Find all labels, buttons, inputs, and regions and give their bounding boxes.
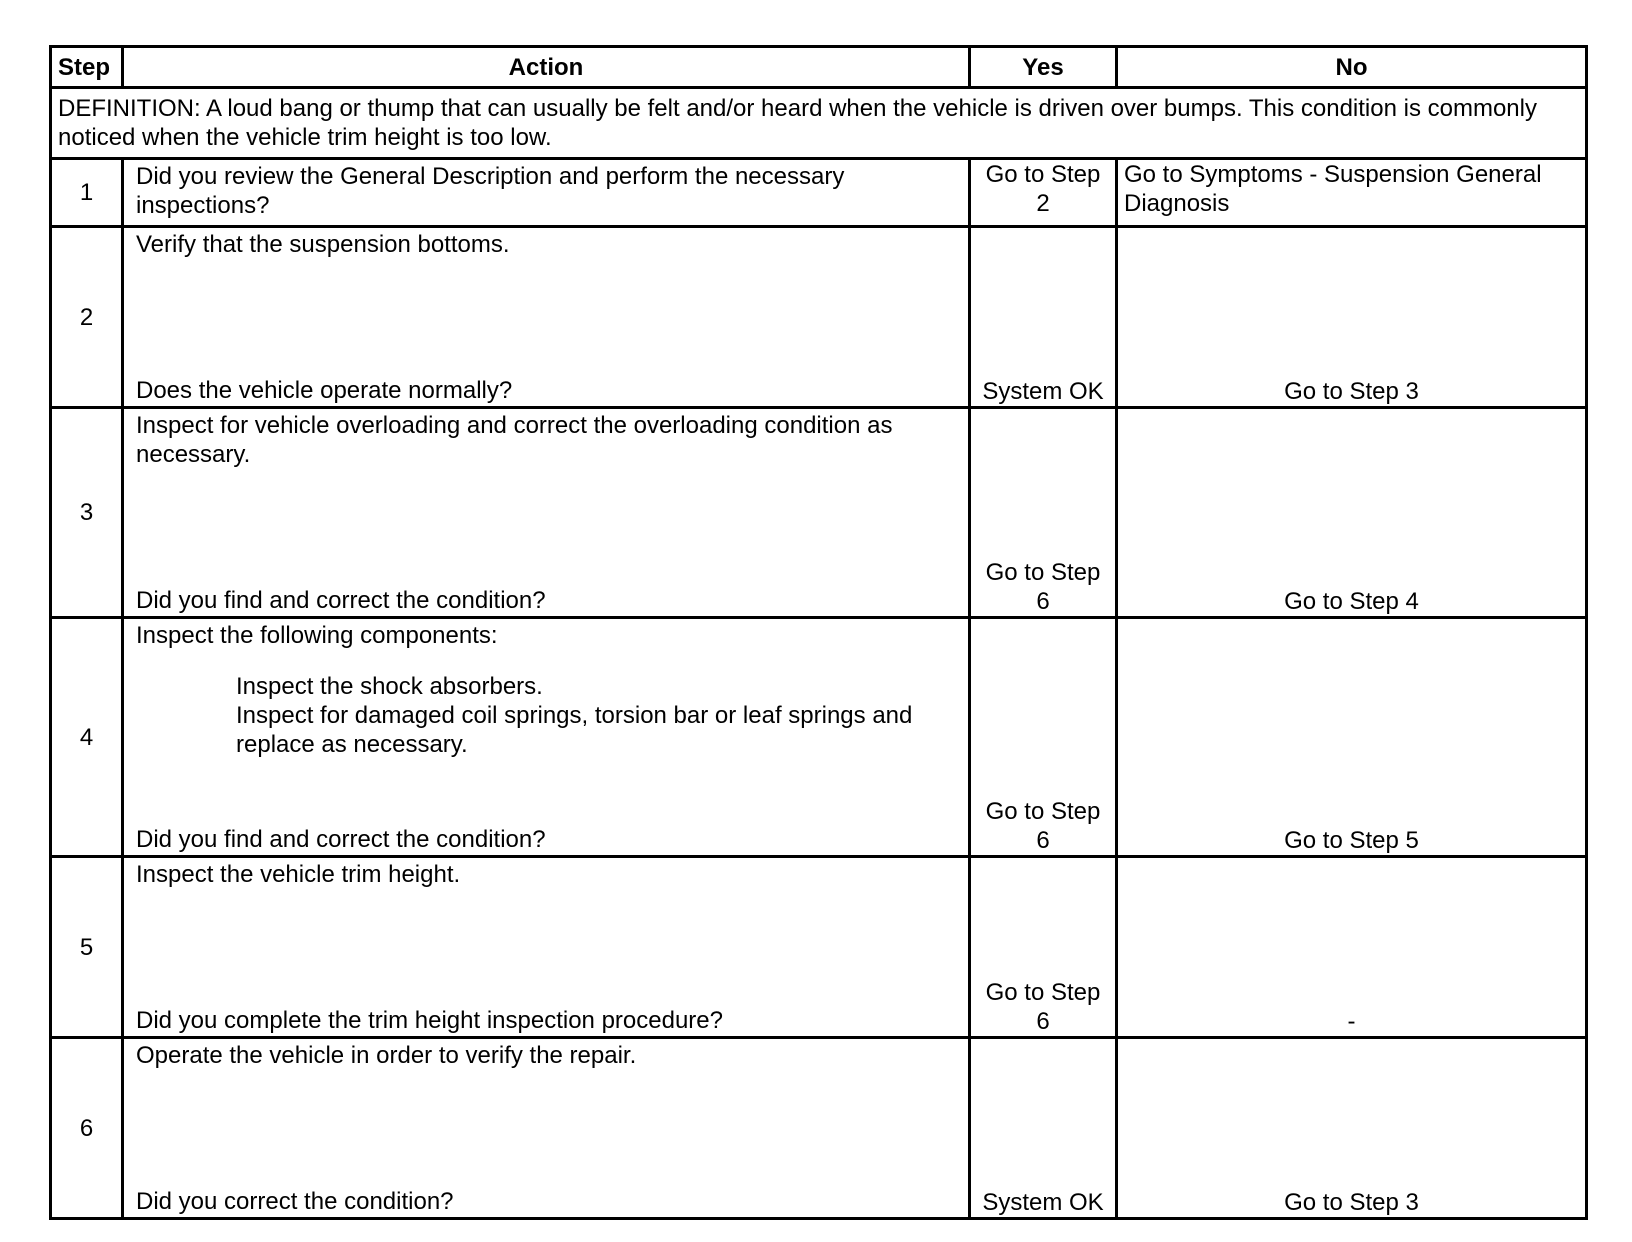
action-text: Inspect for vehicle overloading and correct the overloading condition as necessary. [136, 412, 893, 468]
yes-result: Go to Step 6 [970, 857, 1117, 1038]
action-cell [123, 618, 970, 857]
action-text: Did you review the General Description and perform the necessary inspections? [136, 163, 845, 219]
action-text: Inspect the following components: [136, 622, 498, 649]
definition-row [51, 88, 1587, 159]
yes-result: Go to Step 2 [970, 159, 1117, 227]
list-item: Inspect the shock absorbers. [236, 673, 543, 700]
action-question: Did you find and correct the condition? [136, 826, 546, 853]
action-cell [123, 1038, 970, 1219]
no-result: Go to Symptoms - Suspension General Diagnosis [1117, 159, 1587, 227]
action-question: Did you find and correct the condition? [136, 587, 546, 614]
table-row [51, 618, 1587, 857]
action-cell [123, 857, 970, 1038]
no-result: Go to Step 3 [1117, 1038, 1587, 1219]
table-row [51, 227, 1587, 408]
action-question: Does the vehicle operate normally? [136, 377, 513, 404]
step-number: 2 [51, 227, 123, 408]
no-result: Go to Step 5 [1117, 618, 1587, 857]
action-question: Did you complete the trim height inspection procedure? [136, 1007, 723, 1034]
table-row [51, 159, 1587, 227]
action-text: Inspect the vehicle trim height. [136, 861, 461, 888]
step-number: 4 [51, 618, 123, 857]
action-text: Operate the vehicle in order to verify the repair. [136, 1042, 637, 1069]
list-item: Inspect for damaged coil springs, torsion bar or leaf springs and replace as necessary. [236, 702, 913, 758]
action-text: Verify that the suspension bottoms. [136, 231, 510, 258]
yes-result: System OK [970, 227, 1117, 408]
table-row [51, 408, 1587, 618]
yes-result: System OK [970, 1038, 1117, 1219]
no-result: - [1117, 857, 1587, 1038]
no-result: Go to Step 3 [1117, 227, 1587, 408]
action-cell [123, 159, 970, 227]
inspection-list [236, 672, 956, 759]
step-number: 6 [51, 1038, 123, 1219]
step-number: 5 [51, 857, 123, 1038]
table-row [51, 1038, 1587, 1219]
definition-text: DEFINITION: A loud bang or thump that can usually be felt and/or heard when the vehicle is driven over bumps. This condition is commonly noticed when the vehicle trim height is too low. [51, 88, 1587, 159]
header-yes: Yes [970, 47, 1117, 88]
action-question: Did you correct the condition? [136, 1188, 454, 1215]
yes-result: Go to Step 6 [970, 618, 1117, 857]
no-result: Go to Step 4 [1117, 408, 1587, 618]
action-cell [123, 227, 970, 408]
action-cell [123, 408, 970, 618]
header-action: Action [123, 47, 970, 88]
header-no: No [1117, 47, 1587, 88]
yes-result: Go to Step 6 [970, 408, 1117, 618]
header-row [51, 47, 1587, 88]
step-number: 1 [51, 159, 123, 227]
diagnostic-table [49, 45, 1588, 1220]
step-number: 3 [51, 408, 123, 618]
table-row [51, 857, 1587, 1038]
header-step: Step [51, 47, 123, 88]
